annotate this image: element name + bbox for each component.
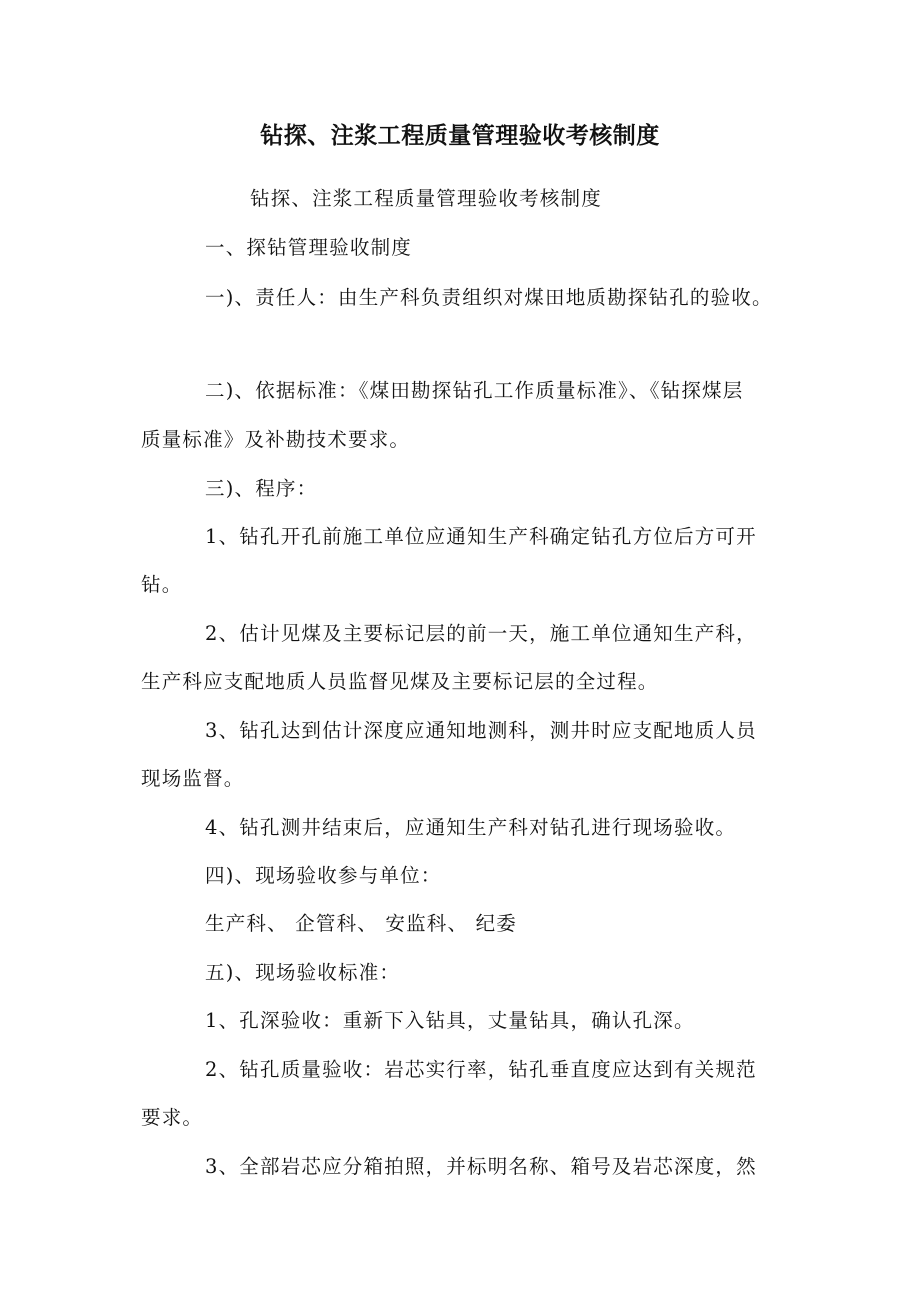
- participants-list: 生产科、 企管科、 安监科、 纪委: [205, 912, 517, 935]
- document-subtitle: 钻探、注浆工程质量管理验收考核制度: [250, 187, 602, 210]
- standard-2-line2: 要求。: [141, 1106, 204, 1129]
- acceptance-standard-heading: 五)、现场验收标准：: [205, 961, 401, 984]
- step-4: 4、钻孔测井结束后，应通知生产科对钻孔进行现场验收。: [205, 816, 737, 839]
- document-title: 钻探、注浆工程质量管理验收考核制度: [260, 123, 660, 149]
- standard-1: 1、孔深验收：重新下入钻具，丈量钻具，确认孔深。: [205, 1009, 695, 1032]
- paragraph-responsible: 一)、责任人：由生产科负责组织对煤田地质勘探钻孔的验收。: [205, 286, 773, 309]
- step-3-line1: 3、钻孔达到估计深度应通知地测科，测井时应支配地质人员: [205, 719, 757, 742]
- paragraph-standard-line2: 质量标准》及补勘技术要求。: [141, 428, 411, 451]
- step-1-line2: 钻。: [141, 573, 183, 596]
- standard-2-line1: 2、钻孔质量验收：岩芯实行率，钻孔垂直度应达到有关规范: [205, 1058, 757, 1081]
- participants-heading: 四)、现场验收参与单位：: [205, 864, 442, 887]
- section-heading: 一、探钻管理验收制度: [205, 236, 413, 259]
- standard-3-line1: 3、全部岩芯应分箱拍照，并标明名称、箱号及岩芯深度，然: [205, 1155, 757, 1178]
- step-3-line2: 现场监督。: [141, 767, 245, 790]
- paragraph-standard-line1: 二)、依据标准：《煤田勘探钻孔工作质量标准》、《钻探煤层: [205, 379, 744, 402]
- procedure-heading: 三)、程序：: [205, 477, 318, 500]
- step-1-line1: 1、钻孔开孔前施工单位应通知生产科确定钻孔方位后方可开: [205, 525, 757, 548]
- step-2-line1: 2、估计见煤及主要标记层的前一天，施工单位通知生产科，: [205, 622, 757, 645]
- step-2-line2: 生产科应支配地质人员监督见煤及主要标记层的全过程。: [141, 670, 659, 693]
